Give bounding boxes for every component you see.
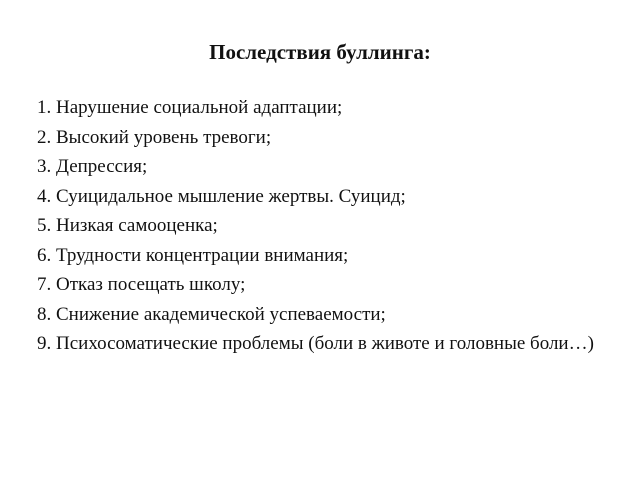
list-item: 4. Суицидальное мышление жертвы. Суицид;	[37, 185, 406, 207]
list-item: 8. Снижение академической успеваемости;	[37, 303, 386, 325]
list-item: 5. Низкая самооценка;	[37, 215, 218, 236]
consequences-list	[37, 97, 607, 363]
list-item: 9. Психосоматические проблемы (боли в животе и головные боли…)	[37, 333, 594, 354]
list-item: 1. Нарушение социальной адаптации;	[37, 97, 343, 118]
list-item: 2. Высокий уровень тревоги;	[37, 126, 272, 148]
list-item: 3. Депрессия;	[37, 156, 148, 177]
list-item: 6. Трудности концентрации внимания;	[37, 244, 349, 266]
slide-title: Последствия буллинга:	[209, 40, 431, 64]
list-item: 7. Отказ посещать школу;	[37, 274, 246, 295]
